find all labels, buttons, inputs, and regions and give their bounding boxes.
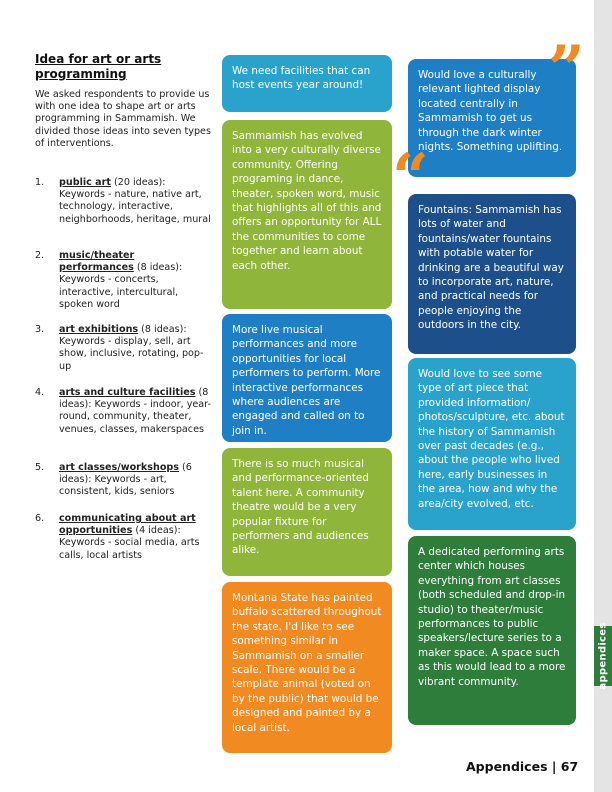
list-title: art exhibitions: [59, 324, 139, 335]
list-text: (6 ideas): Keywords - art, consistent, kids, seniors: [59, 462, 192, 498]
quote-box: Sammamish has evolved into a very culturally diverse community. Offering programing in dance, theater, spoken word, music that highlights all of this and offers an opportunity for ALL the communities to come together and learn about each other.: [222, 120, 392, 309]
quote-box: Montana State has painted buffalo scattered throughout the state, I'd like to see something similar in Sammamish on a smaller scale. There would be a template animal (voted on by the public) that would be designed and painted by a local artist.: [222, 582, 392, 753]
list-number: 5.: [35, 462, 45, 473]
list-text: (8 ideas): Keywords - indoor, year-round, community, theater, venues, classes, makerspaces: [59, 387, 211, 435]
intro-paragraph: We asked respondents to provide us with one idea to shape art or arts programming in Sammamish. We divided those ideas into seven types of interventions.: [35, 89, 211, 149]
list-title: music/theater performances: [59, 250, 135, 274]
list-number: 6.: [35, 513, 45, 524]
list-title: arts and culture facilities: [59, 387, 196, 398]
close-quote-icon: ”: [548, 32, 585, 107]
list-text: (4 ideas): Keywords - social media, arts calls, local artists: [59, 525, 200, 561]
appendices-tab[interactable]: [594, 622, 612, 690]
list-text: (8 ideas): Keywords - display, sell, art show, inclusive, rotating, pop-up: [59, 324, 204, 372]
list-number: 4.: [35, 387, 45, 398]
quote-box: A dedicated performing arts center which houses everything from art classes (both scheduled and drop-in studio) to theater/music performances to public speakers/lecture series to a maker space. A space such as this would lead to a more vibrant community.: [408, 536, 576, 725]
list-title: art classes/workshops: [59, 462, 179, 473]
list-text: (20 ideas): Keywords - nature, native art, technology, interactive, neighborhoods, heritage, mural: [59, 177, 211, 225]
page-footer: Appendices | 67: [466, 759, 579, 774]
list-text: (8 ideas): Keywords - concerts, interactive, intercultural, spoken word: [59, 262, 183, 310]
quote-box: More live musical performances and more opportunities for local performers to perform. More interactive performances where audiences are engaged and called on to join in.: [222, 314, 392, 442]
open-quote-icon: “: [392, 140, 429, 215]
quote-box: We need facilities that can host events year around!: [222, 55, 392, 112]
quote-box: Fountains: Sammamish has lots of water and fountains/water fountains with potable water for drinking are a beautiful way to incorporate art, nature, and practical needs for people enjoying the outdoors in the city.: [408, 194, 576, 354]
quote-box: Would love a culturally relevant lighted display located centrally in Sammamish to get us through the dark winter nights. Something uplifting.: [408, 59, 576, 177]
list-number: 1.: [35, 177, 45, 188]
section-heading: Idea for art or arts programming: [35, 52, 162, 81]
list-number: 3.: [35, 324, 45, 335]
quote-box: Would love to see some type of art piece that provided information/ photos/sculpture, etc. about the history of Sammamish over past decades (e.g., about the people who lived here, early businesses in the area, how and why the area/city evolved, etc.: [408, 358, 576, 530]
list-number: 2.: [35, 250, 45, 261]
list-title: communicating about art opportunities: [59, 513, 196, 537]
list-title: public art: [59, 177, 111, 188]
appendices-tab-label: appendices: [597, 622, 609, 690]
quote-box: There is so much musical and performance-oriented talent here. A community theatre would be a very popular fixture for performers and audiences alike.: [222, 448, 392, 576]
